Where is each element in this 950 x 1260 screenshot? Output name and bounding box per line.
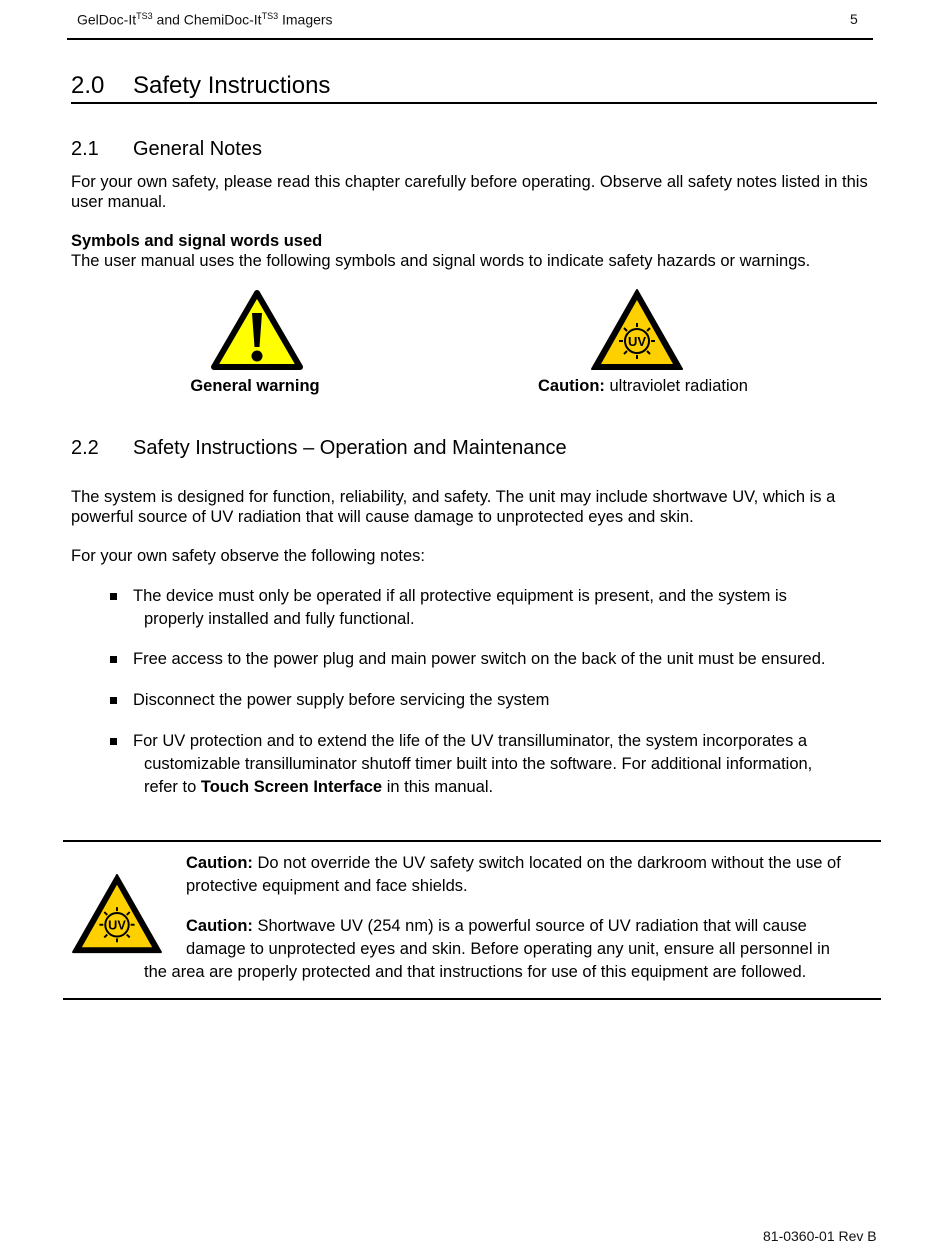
caution-text: the area are properly protected and that instructions for use of this equipment are followed. [144,963,807,981]
uv-glyph-text: UV [108,918,126,933]
subsection-title: Safety Instructions – Operation and Maintenance [133,437,567,459]
header-product-3: Imagers [278,11,333,28]
uv-warning-icon [70,872,164,956]
caution-label: Caution: [186,854,253,872]
subsection-heading-general-notes [71,138,262,161]
uv-glyph-text: UV [627,334,647,349]
uv-caution-label-bold: Caution: [538,377,605,395]
bullet-marker [110,656,117,663]
list-item-line: customizable transilluminator shutoff timer built into the software. For additional information, [144,755,813,773]
header-product-2: and ChemiDoc-It [152,11,262,28]
operation-intro: The system is designed for function, reliability, and safety. The unit may include shortwave UV, which is a powerful source of UV radiation that will cause damage to unprotected eyes and skin. [71,488,836,526]
touch-screen-interface-ref: Touch Screen Interface [200,778,383,796]
bullet-marker [110,697,117,704]
list-item-line: properly installed and fully functional. [144,610,415,628]
list-item-line [133,776,893,799]
section-rule [71,102,877,104]
header-sup-2: TS3 [261,11,279,21]
notes-lead: For your own safety observe the following notes: [71,547,426,565]
list-item [133,648,903,671]
doc-number: 81-0360-01 Rev B [763,1228,877,1244]
list-item [133,689,893,712]
caution-text: Do not override the UV safety switch located on the darkroom without the use of [252,854,841,872]
list-item-line: The device must only be operated if all protective equipment is present, and the system is [133,587,787,605]
caution-box-top-rule [63,840,881,842]
subsection-heading-operation [71,437,567,460]
caution-text: Shortwave UV (254 nm) is a powerful source of UV radiation that will cause [252,917,807,935]
header-rule [67,38,873,40]
header-product-1: GelDoc-It [77,11,137,28]
running-header [77,11,333,28]
list-item-text: refer to [144,778,201,796]
section-number: 2.0 [71,72,105,99]
warning-icon [210,289,304,371]
caution-text: damage to unprotected eyes and skin. Before operating any unit, ensure all personnel in [186,940,830,958]
uv-warning-icon [589,287,685,373]
list-item-line: For UV protection and to extend the life of the UV transilluminator, the system incorporates a [133,732,808,750]
caution-2 [186,915,886,961]
subsection-number: 2.1 [71,138,99,160]
caution-text: protective equipment and face shields. [186,877,468,895]
section-heading [71,72,330,100]
symbols-text: The user manual uses the following symbols and signal words to indicate safety hazards or warnings. [71,252,811,270]
section-title: Safety Instructions [133,72,331,99]
caution-label: Caution: [186,917,253,935]
list-item-line: Free access to the power plug and main power switch on the back of the unit must be ensured. [133,650,826,668]
page-number: 5 [850,11,858,27]
list-item [133,730,893,799]
header-sup-1: TS3 [136,11,153,21]
general-warning-label: General warning [190,377,320,395]
subsection-number: 2.2 [71,437,99,459]
subsection-title: General Notes [133,138,262,160]
general-notes-text: For your own safety, please read this chapter carefully before operating. Observe all safety notes listed in this user manual. [71,173,868,211]
uv-caution-label-rest: ultraviolet radiation [604,377,748,395]
list-item-text: in this manual. [382,778,494,796]
caution-box-bottom-rule [63,998,881,1000]
caution-1 [186,852,886,898]
list-item-line: Disconnect the power supply before servicing the system [133,691,550,709]
uv-caution-label [493,377,793,396]
list-item [133,585,893,631]
bullet-marker [110,738,117,745]
bullet-marker [110,593,117,600]
symbols-heading: Symbols and signal words used [71,232,323,250]
